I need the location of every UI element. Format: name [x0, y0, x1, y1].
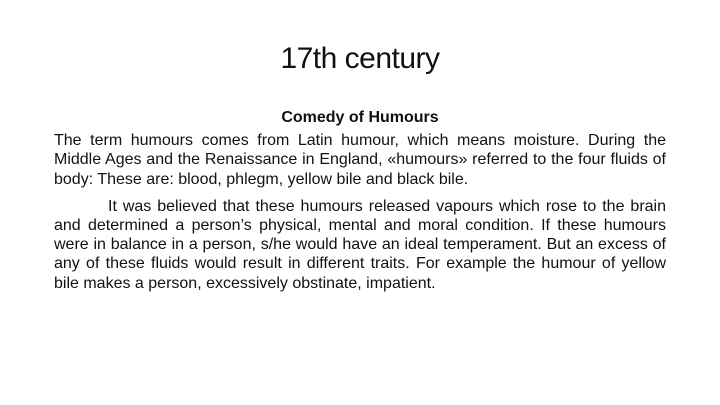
paragraph-definition: The term humours comes from Latin humour, which means moisture. During the Middle Ages and the Renaissance in England, «humours» referred to the four fluids of body: These are: blood, phlegm, yellow bile and black bile. — [54, 132, 666, 188]
paragraph-explanation: It was believed that these humours released vapours which rose to the brain and determined a person’s physical, mental and moral condition. If these humours were in balance in a person, s/he would have an ideal temperament. But an excess of any of these fluids would result in different traits. For example the humour of yellow bile makes a person, excessively obstinate, impatient. — [54, 197, 666, 292]
subheading: Comedy of Humours — [281, 109, 439, 126]
slide-body — [54, 108, 666, 297]
slide-title: 17th century — [280, 42, 440, 75]
